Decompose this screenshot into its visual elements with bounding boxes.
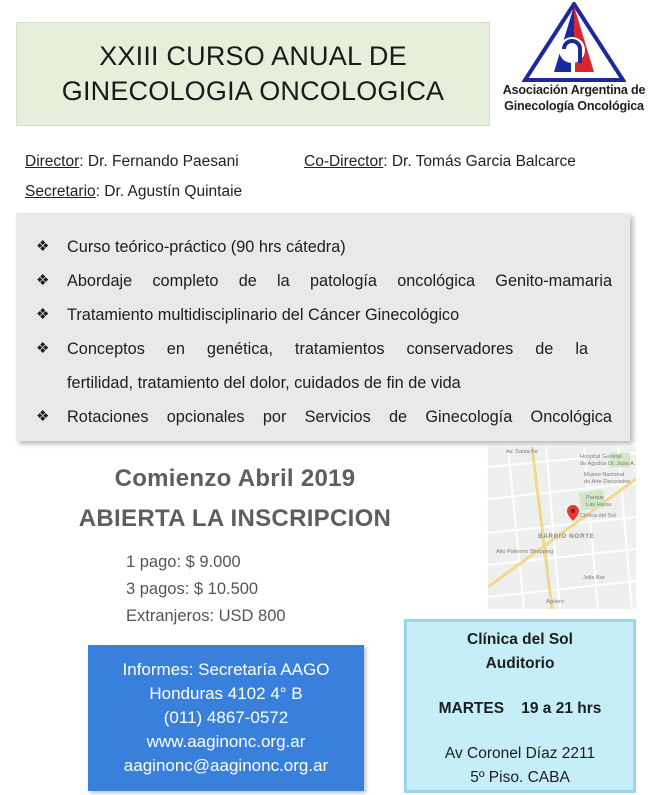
- map-label: Museo Nacional: [584, 472, 625, 478]
- map-label: Agüero: [546, 599, 565, 605]
- informes-box: [88, 645, 364, 791]
- feature-text: Tratamiento multidisciplinario del Cáncer Ginecológico: [67, 306, 460, 324]
- venue-room: Auditorio: [485, 655, 555, 672]
- feature-item: [36, 332, 612, 366]
- aago-triangle-icon: [522, 2, 626, 82]
- informes-email[interactable]: aaginonc@aaginonc.org.ar: [123, 756, 329, 775]
- price-three-payments: 3 pagos: $ 10.500: [126, 580, 259, 598]
- location-map: [488, 447, 636, 609]
- aago-logo: [498, 0, 650, 130]
- logo-line-2: Ginecología Oncológica: [504, 99, 644, 114]
- map-label: Alto Palermo Shopping: [496, 549, 554, 555]
- informes-address: Honduras 4102 4° B: [149, 684, 303, 703]
- informes-phone[interactable]: (011) 4867-0572: [163, 708, 289, 727]
- codirector-name: : Dr. Tomás Garcia Balcarce: [383, 153, 576, 170]
- venue-schedule: MARTES 19 a 21 hrs: [438, 700, 602, 717]
- diamond-bullet-icon: ❖: [36, 306, 50, 323]
- venue-box: [404, 619, 636, 793]
- map-label: Jolie Bar: [583, 575, 605, 581]
- informes-website[interactable]: www.aaginonc.org.ar: [146, 732, 306, 751]
- feature-item: [36, 264, 612, 298]
- title-line-2: GINECOLOGIA ONCOLOGICA: [61, 76, 445, 106]
- logo-line-1: Asociación Argentina de: [502, 83, 646, 97]
- map-label: Hospital General: [580, 454, 622, 460]
- feature-text: Conceptos en genética, tratamientos conservadores de la: [67, 340, 588, 358]
- course-features: [16, 213, 630, 441]
- map-label: Parque: [586, 495, 605, 501]
- price-foreign: Extranjeros: USD 800: [126, 607, 286, 625]
- feature-text: Abordaje completo de la patología oncológica Genito-mamaria: [67, 272, 612, 290]
- start-date: Comienzo Abril 2019: [114, 465, 356, 492]
- map-label: Las Heras: [586, 502, 612, 508]
- map-label: de Agudos Dr. Juan A.: [580, 461, 636, 467]
- director-name: : Dr. Fernando Paesani: [79, 153, 239, 170]
- diamond-bullet-icon: ❖: [36, 272, 50, 289]
- director-role: Director: [25, 153, 80, 170]
- price-one-payment: 1 pago: $ 9.000: [126, 553, 241, 571]
- venue-floor: 5º Piso. CABA: [470, 769, 570, 786]
- diamond-bullet-icon: ❖: [36, 408, 50, 425]
- course-title: [16, 22, 490, 126]
- venue-name: Clínica del Sol: [467, 631, 573, 648]
- feature-item: [36, 298, 612, 332]
- informes-title: Informes: Secretaría AAGO: [122, 660, 330, 679]
- map-label: de Arte Decorativo: [584, 479, 631, 485]
- feature-text: Rotaciones opcionales por Servicios de Ginecología Oncológica: [67, 408, 612, 426]
- codirector-line: [304, 153, 576, 171]
- registration-open: ABIERTA LA INSCRIPCION: [78, 505, 392, 532]
- map-label-barrio: BARRIO NORTE: [538, 533, 595, 540]
- logo-text: [498, 82, 650, 115]
- codirector-role: Co-Director: [304, 153, 384, 170]
- feature-text: Curso teórico-práctico (90 hrs cátedra): [67, 238, 346, 256]
- secretary-role: Secretario: [25, 183, 96, 200]
- feature-text-continuation: fertilidad, tratamiento del dolor, cuidados de fin de vida: [67, 374, 461, 392]
- feature-item: [36, 230, 612, 264]
- secretary-line: [25, 183, 242, 201]
- map-pin-icon: [567, 505, 579, 521]
- secretary-name: : Dr. Agustín Quintaie: [95, 183, 243, 200]
- director-line: [25, 153, 239, 171]
- map-label-clinica: Clínica del Sol: [580, 513, 616, 519]
- feature-item: [36, 400, 612, 434]
- venue-address: Av Coronel Díaz 2211: [444, 745, 596, 762]
- map-label: Av. Santa Fe: [506, 449, 538, 455]
- diamond-bullet-icon: ❖: [36, 340, 50, 357]
- diamond-bullet-icon: ❖: [36, 238, 50, 255]
- title-line-1: XXIII CURSO ANUAL DE: [99, 41, 407, 72]
